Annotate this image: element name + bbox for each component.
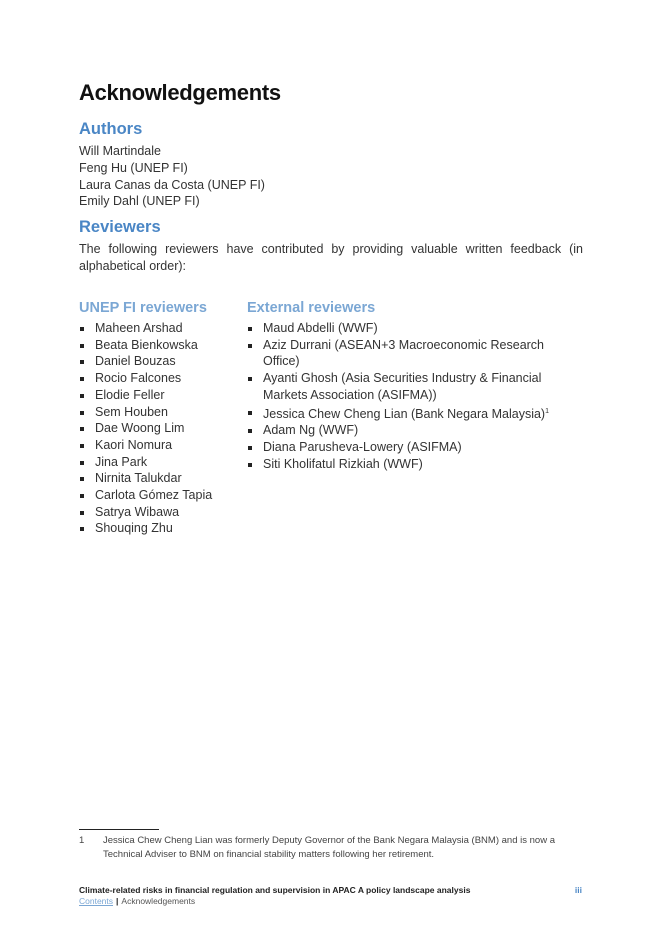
list-item: Sem Houben <box>79 404 239 421</box>
list-item: Rocio Falcones <box>79 370 239 387</box>
list-item: Shouqing Zhu <box>79 520 239 537</box>
footnote-number: 1 <box>79 835 85 846</box>
footer-breadcrumb <box>79 896 195 906</box>
authors-heading: Authors <box>79 120 143 138</box>
list-item: Maheen Arshad <box>79 320 239 337</box>
authors-list <box>79 143 265 210</box>
list-item: Jina Park <box>79 454 239 471</box>
list-item: Satrya Wibawa <box>79 504 239 521</box>
list-item: Diana Parusheva-Lowery (ASIFMA) <box>247 439 567 456</box>
author-name: Will Martindale <box>79 144 161 158</box>
list-item: Nirnita Talukdar <box>79 470 239 487</box>
list-item <box>247 404 567 423</box>
external-reviewers-heading: External reviewers <box>247 300 376 316</box>
list-item: Ayanti Ghosh (Asia Securities Industry & Financial Markets Association (ASIFMA)) <box>247 370 567 403</box>
list-item: Dae Woong Lim <box>79 420 239 437</box>
footnote-divider <box>79 829 159 830</box>
author-name: Emily Dahl (UNEP FI) <box>79 194 200 209</box>
author-name: Laura Canas da Costa (UNEP FI) <box>79 177 265 192</box>
list-item: Siti Kholifatul Rizkiah (WWF) <box>247 456 567 473</box>
list-item: Aziz Durrani (ASEAN+3 Macroeconomic Research Office) <box>247 337 567 370</box>
breadcrumb-current: Acknowledgements <box>121 896 196 906</box>
contents-link[interactable]: Contents <box>79 896 114 906</box>
list-item: Carlota Gómez Tapia <box>79 487 239 504</box>
list-item: Elodie Feller <box>79 387 239 404</box>
external-reviewers-list <box>247 320 567 472</box>
list-item: Daniel Bouzas <box>79 353 239 370</box>
page-title: Acknowledgements <box>79 80 281 105</box>
footnote <box>79 834 584 861</box>
unep-reviewers-list <box>79 320 239 537</box>
reviewers-heading: Reviewers <box>79 218 161 236</box>
author-name: Feng Hu (UNEP FI) <box>79 160 188 175</box>
page-number: iii <box>574 885 582 895</box>
reviewers-intro: The following reviewers have contributed by providing valuable written feedback (in alphabetical order): <box>79 242 583 273</box>
list-item: Kaori Nomura <box>79 437 239 454</box>
list-item: Maud Abdelli (WWF) <box>247 320 567 337</box>
footnote-ref[interactable]: 1 <box>545 407 549 415</box>
footer-title: Climate-related risks in financial regulation and supervision in APAC A policy landscape analysis <box>79 885 471 895</box>
list-item: Beata Bienkowska <box>79 337 239 354</box>
breadcrumb-separator: | <box>116 896 119 906</box>
list-item: Adam Ng (WWF) <box>247 422 567 439</box>
unep-reviewers-heading: UNEP FI reviewers <box>79 300 207 316</box>
reviewer-name: Jessica Chew Cheng Lian (Bank Negara Malaysia) <box>263 406 546 421</box>
footnote-text: Jessica Chew Cheng Lian was formerly Deputy Governor of the Bank Negara Malaysia (BNM) and is now a Technical Adviser to BNM on financial stability matters following her retirement. <box>103 835 555 860</box>
